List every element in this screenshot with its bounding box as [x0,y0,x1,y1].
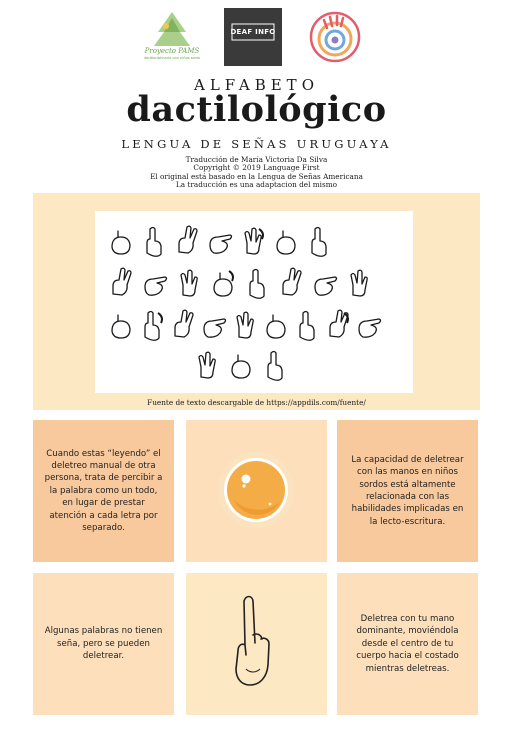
hand-tile [186,573,327,715]
tip-literacy-text: La capacidad de deletrear con las manos en niños sordos está altamente relacionada con las habilidades implicadas en la lecto-escritura. [351,454,464,527]
deaf-info-text: DEAF INFO [230,28,276,36]
credit-line: Copyright © 2019 Language First [193,163,320,173]
handshape-16 [145,312,162,341]
handshape-0 [112,231,130,254]
credit-line: El original está basado en la Lengua de Señas Americana [150,171,363,181]
pointing-hand-icon [186,573,327,715]
bubble-icon [186,420,327,562]
title-subtitle: LENGUA DE SEÑAS URUGUAYA [121,137,392,151]
handshape-24 [199,352,215,378]
handshape-2 [179,226,197,253]
page-title: dactilológico [126,89,387,130]
handshape-19 [237,312,253,338]
handshape-14 [351,270,367,296]
handshape-25 [232,355,250,378]
credit-line: Traducción de María Victoria Da Silva [185,155,328,164]
handshape-alphabet-image [95,211,413,393]
handshape-9 [181,270,197,296]
tip-reading-text: Cuando estas “leyendo” el deletreo manual de otra persona, trata de percibir a la palabra como un todo, en lugar de prestar atención a cada letra por separado. [44,448,163,534]
credits [0,156,513,189]
tip-dominant-hand-tile [337,573,478,715]
handshape-7 [113,268,131,295]
handshape-17 [175,310,193,337]
swirl-hand-logo [306,8,364,66]
tip-literacy-tile [337,420,478,562]
tip-reading-tile [33,420,174,562]
handshape-1 [147,228,161,257]
handshape-18 [204,319,226,337]
handshape-12 [283,268,301,295]
svg-text:Interdisciplinario con niños s: Interdisciplinario con niños sordos [144,56,200,60]
title-pre: ALFABETO [193,76,319,94]
handshape-8 [145,277,167,295]
svg-text:Proyecto PAMS: Proyecto PAMS [144,47,200,55]
proyecto-logo [144,8,200,62]
handshape-23 [359,319,381,337]
handshape-22 [330,310,348,337]
handshape-10 [214,271,233,296]
handshape-13 [315,277,337,295]
tip-no-sign-tile [33,573,174,715]
handshape-20 [267,315,285,338]
bubble-tile [186,420,327,562]
handshape-26 [268,352,282,381]
handshape-4 [245,228,263,254]
source-note: Fuente de texto descargable de https://appdils.com/fuente/ [147,398,366,407]
tip-dominant-hand-text: Deletrea con tu mano dominante, moviéndola desde el centro de tu cuerpo hacia el costado mientras deletreas. [356,613,459,674]
handshape-3 [210,235,232,253]
handshape-11 [250,270,264,299]
credit-line: La traducción es una adaptacion del mismo [175,179,338,189]
handshape-6 [312,228,326,257]
tip-no-sign-text: Algunas palabras no tienen seña, pero se pueden deletrear. [44,626,163,662]
deaf-info-logo [224,8,282,66]
handshape-21 [300,312,314,341]
handshape-5 [277,231,295,254]
handshape-15 [112,315,130,338]
